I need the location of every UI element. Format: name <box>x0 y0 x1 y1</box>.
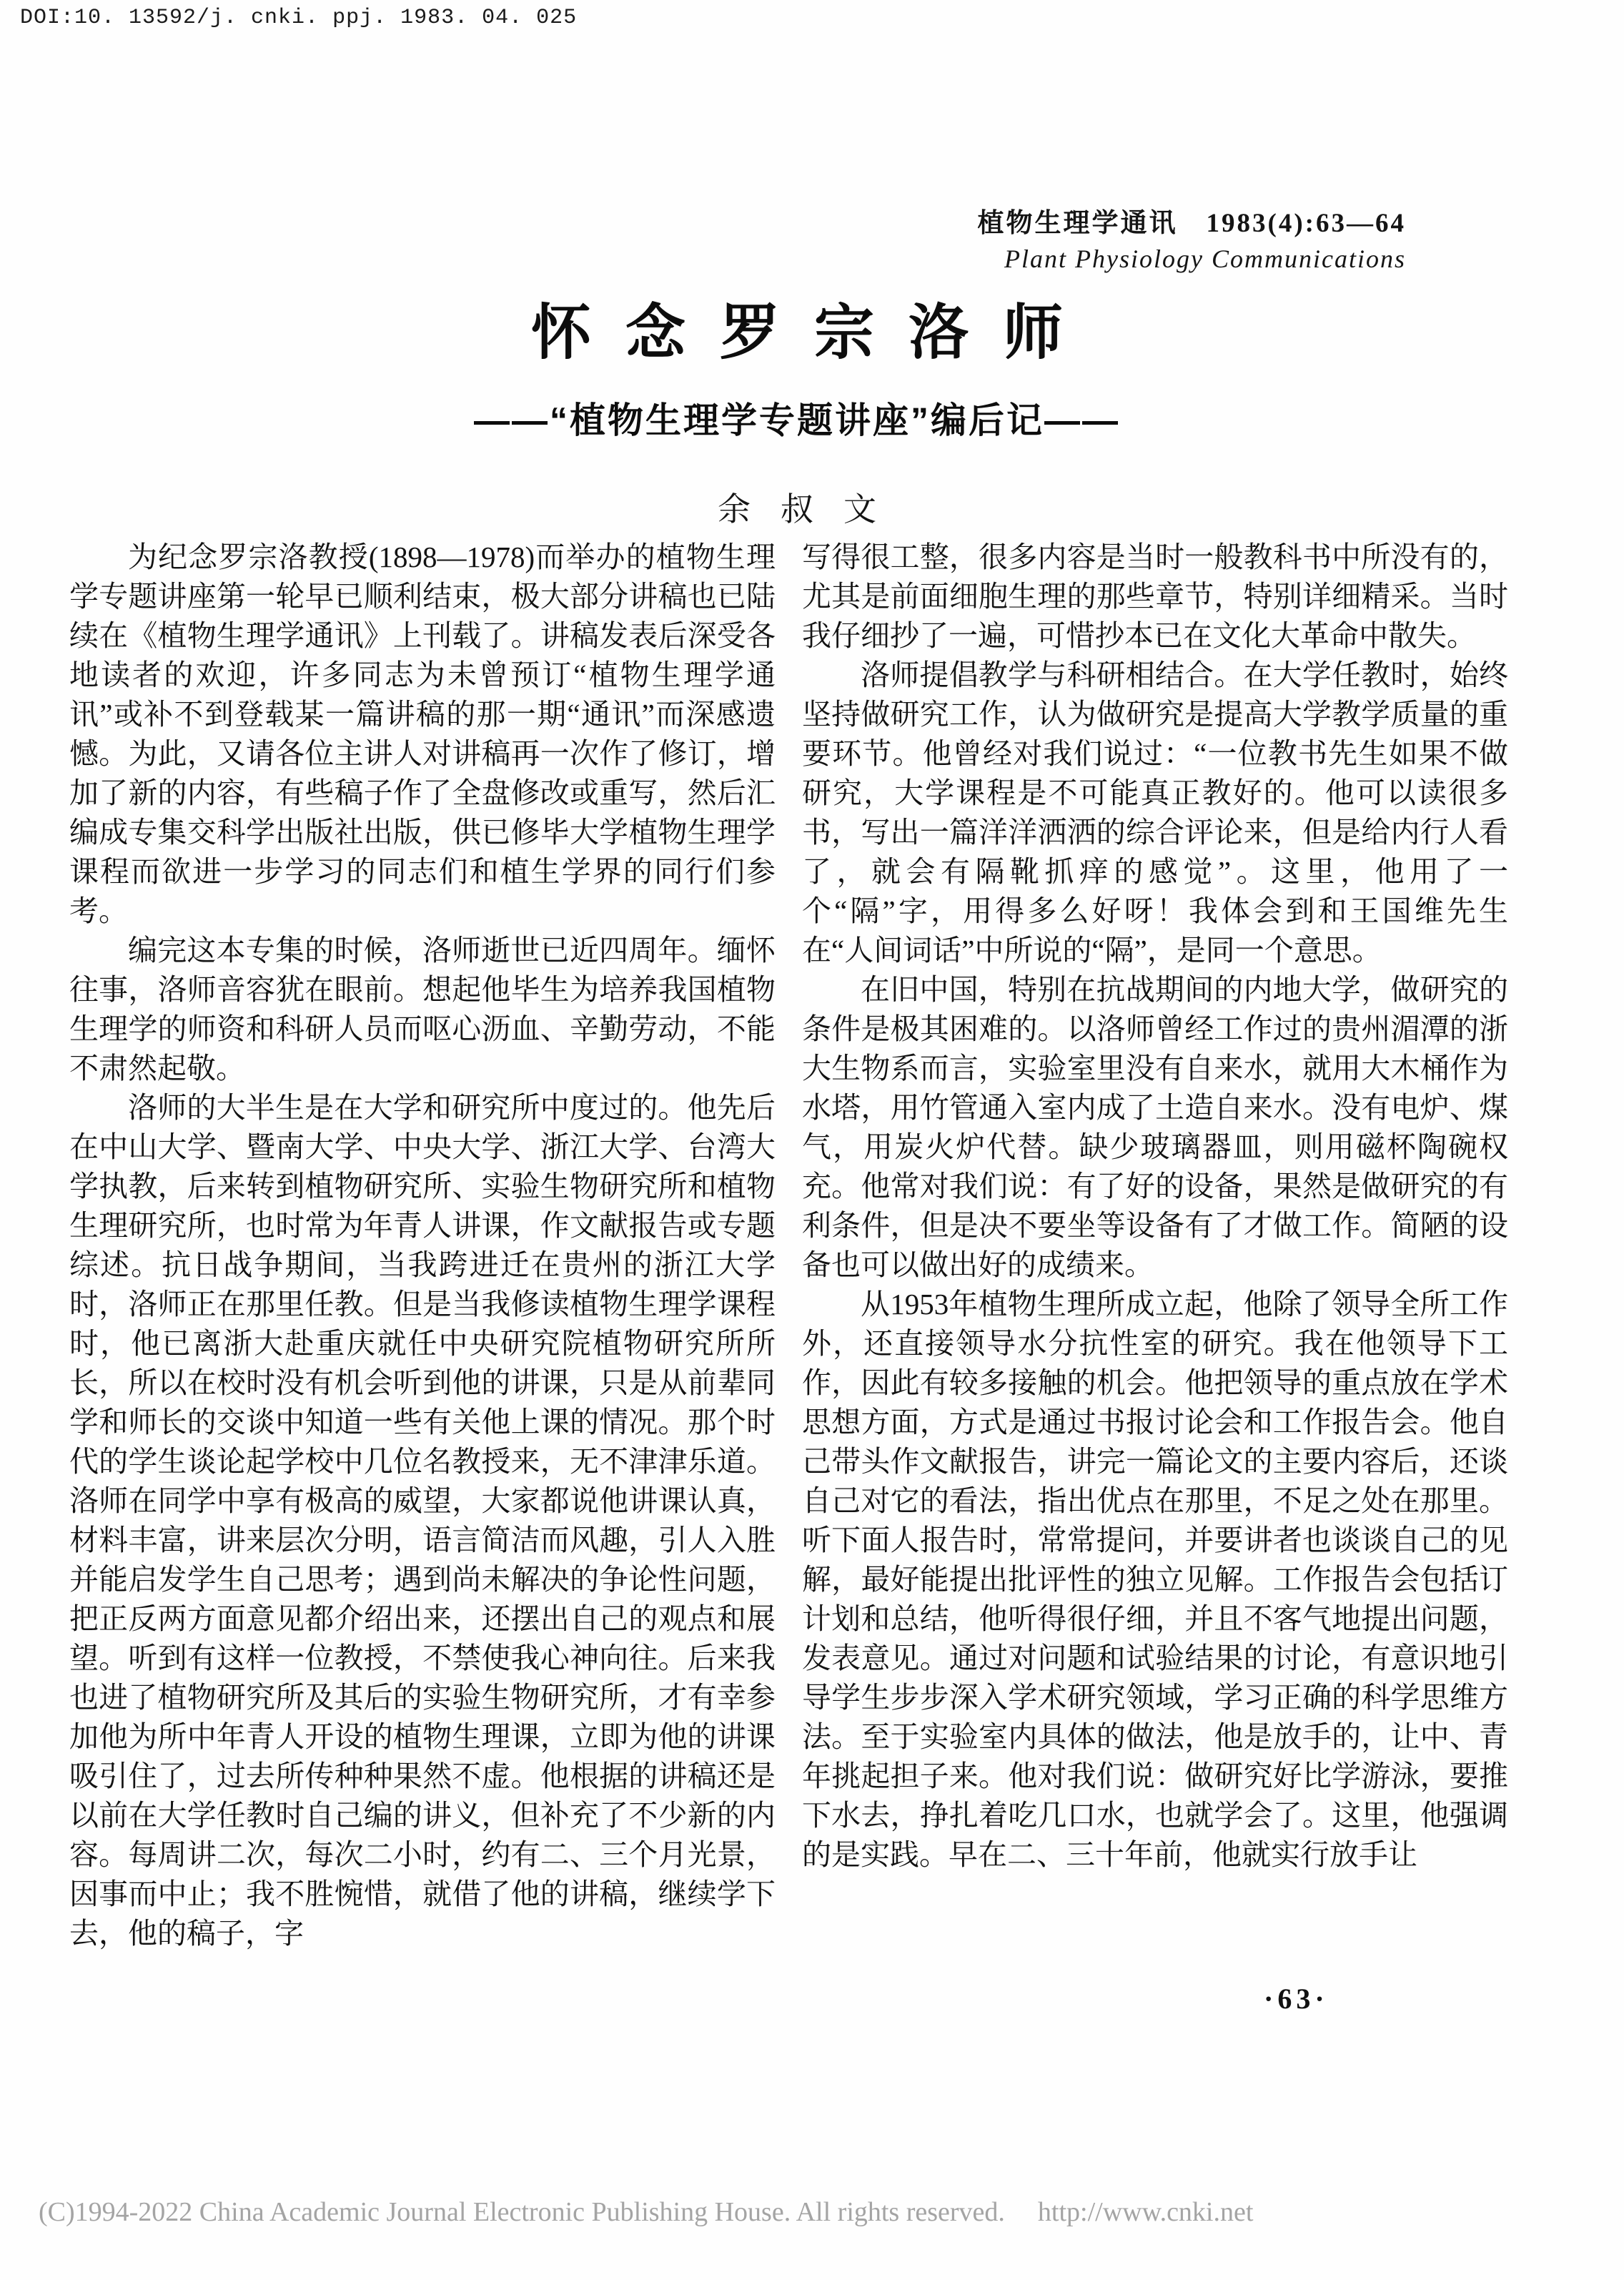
paragraph: 编完这本专集的时候，洛师逝世已近四周年。缅怀往事，洛师音容犹在眼前。想起他毕生为培养我国植物生理学的师资和科研人员而呕心沥血、辛勤劳动，不能不肃然起敬。 <box>69 934 776 1085</box>
text-column-right <box>802 538 1508 1875</box>
text-column-left <box>69 538 776 1953</box>
article-author: 余叔文 <box>718 491 906 528</box>
journal-header <box>978 206 1406 277</box>
doi-line: DOI:10. 13592/j. cnki. ppj. 1983. 04. 025 <box>20 6 578 30</box>
paragraph: 在旧中国，特别在抗战期间的内地大学，做研究的条件是极其困难的。以洛师曾经工作过的贵州湄潭的浙大生物系而言，实验室里没有自来水，就用大木桶作为水塔，用竹管通入室内成了土造自来水。没有电炉、煤气，用炭火炉代替。缺少玻璃器皿，则用磁杯陶碗权充。他常对我们说：有了好的设备，果然是做研究的有利条件，但是决不要坐等设备有了才做工作。简陋的设备也可以做出好的成绩来。 <box>802 973 1508 1281</box>
journal-name-english: Plant Physiology Communications <box>1004 244 1406 273</box>
journal-name-citation: 植物生理学通讯 1983(4):63—64 <box>977 209 1406 238</box>
article-subtitle: ——“植物生理学专题讲座”编后记—— <box>474 400 1120 440</box>
paragraph: 写得很工整，很多内容是当时一般教科书中所没有的，尤其是前面细胞生理的那些章节，特别详细精采。当时我仔细抄了一遍，可惜抄本已在文化大革命中散失。 <box>802 541 1508 652</box>
paragraph: 从1953年植物生理所成立起，他除了领导全所工作外，还直接领导水分抗性室的研究。我在他领导下工作，因此有较多接触的机会。他把领导的重点放在学术思想方面，方式是通过书报讨论会和工作报告会。他自己带头作文献报告，讲完一篇论文的主要内容后，还谈自己对它的看法，指出优点在那里，不足之处在那里。听下面人报告时，常常提问，并要讲者也谈谈自己的见解，最好能提出批评性的独立见解。工作报告会包括订计划和总结，他听得很仔细，并且不客气地提出问题，发表意见。通过对问题和试验结果的讨论，有意识地引导学生步步深入学术研究领域，学习正确的科学思维方法。至于实验室内具体的做法，他是放手的，让中、青年挑起担子来。他对我们说：做研究好比学游泳，要推下水去，挣扎着吃几口水，也就学会了。这里，他强调的是实践。早在二、三十年前，他就实行放手让 <box>802 1288 1508 1871</box>
copyright-footer <box>39 2196 1583 2228</box>
paragraph: 洛师的大半生是在大学和研究所中度过的。他先后在中山大学、暨南大学、中央大学、浙江大学、台湾大学执教，后来转到植物研究所、实验生物研究所和植物生理研究所，也时常为年青人讲课，作文献报告或专题综述。抗日战争期间，当我跨进迁在贵州的浙江大学时，洛师正在那里任教。但是当我修读植物生理学课程时，他已离浙大赴重庆就任中央研究院植物研究所所长，所以在校时没有机会听到他的讲课，只是从前辈同学和师长的交谈中知道一些有关他上课的情况。那个时代的学生谈论起学校中几位名教授来，无不津津乐道。洛师在同学中享有极高的威望，大家都说他讲课认真，材料丰富，讲来层次分明，语言简洁而风趣，引人入胜并能启发学生自己思考；遇到尚未解决的争论性问题，把正反两方面意见都介绍出来，还摆出自己的观点和展望。听到有这样一位教授，不禁使我心神向往。后来我也进了植物研究所及其后的实验生物研究所，才有幸参加他为所中年青人开设的植物生理课，立即为他的讲课吸引住了，过去所传种种果然不虚。他根据的讲稿还是以前在大学任教时自己编的讲义，但补充了不少新的内容。每周讲二次，每次二小时，约有二、三个月光景，因事而中止；我不胜惋惜，就借了他的讲稿，继续学下去，他的稿子，字 <box>69 1091 776 1950</box>
page-number: ·63· <box>1264 1983 1329 2015</box>
copyright-text: (C)1994-2022 China Academic Journal Electronic Publishing House. All rights reserved. <box>39 2197 1005 2227</box>
article-title: 怀念罗宗洛师 <box>530 299 1097 366</box>
cnki-url: http://www.cnki.net <box>1037 2197 1254 2227</box>
paragraph: 洛师提倡教学与科研相结合。在大学任教时，始终坚持做研究工作，认为做研究是提高大学教学质量的重要环节。他曾经对我们说过：“一位教书先生如果不做研究，大学课程是不可能真正教好的。他可以读很多书，写出一篇洋洋洒洒的综合评论来，但是给内行人看了，就会有隔靴抓痒的感觉”。这里，他用了一个“隔”字，用得多么好呀！我体会到和王国维先生在“人间词话”中所说的“隔”，是同一个意思。 <box>802 658 1508 967</box>
paragraph: 为纪念罗宗洛教授(1898—1978)而举办的植物生理学专题讲座第一轮早已顺利结束，极大部分讲稿也已陆续在《植物生理学通讯》上刊载了。讲稿发表后深受各地读者的欢迎，许多同志为未曾预订“植物生理学通讯”或补不到登载某一篇讲稿的那一期“通讯”而深感遗憾。为此，又请各位主讲人对讲稿再一次作了修订，增加了新的内容，有些稿子作了全盘修改或重写，然后汇编成专集交科学出版社出版，供已修毕大学植物生理学课程而欲进一步学习的同志们和植生学界的同行们参考。 <box>69 541 776 927</box>
